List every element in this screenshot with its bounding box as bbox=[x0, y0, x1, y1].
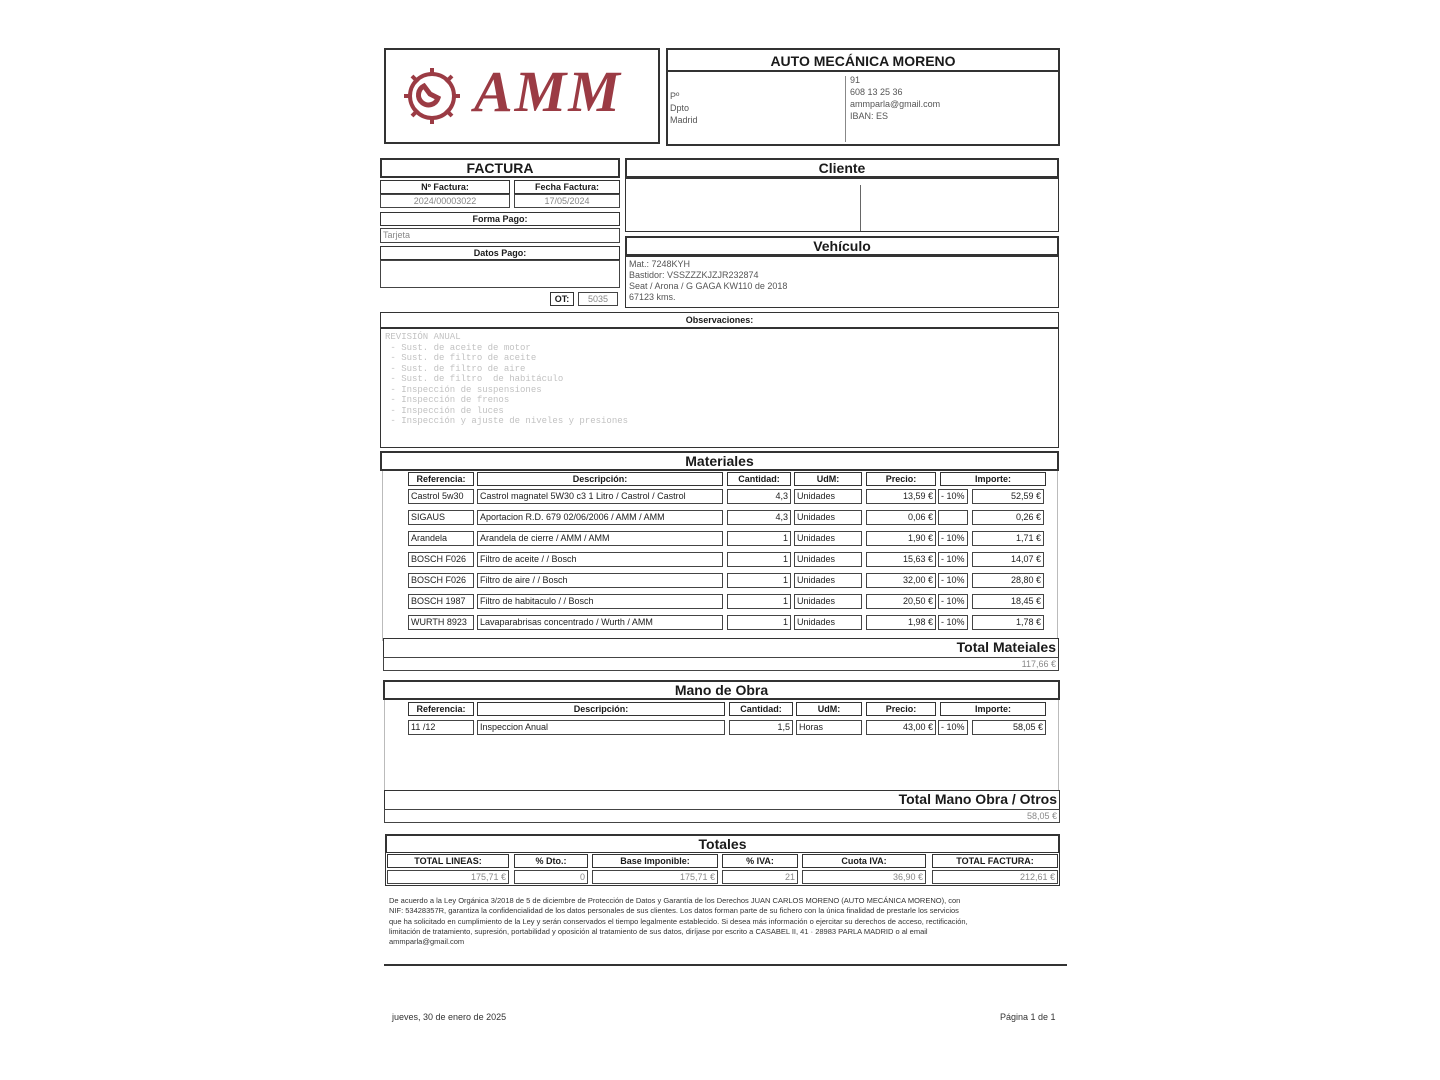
iban-line: IBAN: ES bbox=[850, 111, 889, 121]
labor-total-box bbox=[384, 790, 1060, 810]
material-discount: - 10% bbox=[938, 594, 968, 609]
material-ref: Arandela bbox=[408, 531, 474, 546]
invoice-total-value: 212,61 € bbox=[932, 870, 1058, 884]
material-amount: 0,26 € bbox=[972, 510, 1044, 525]
material-desc: Arandela de cierre / AMM / AMM bbox=[477, 531, 723, 546]
company-contact bbox=[850, 74, 1050, 122]
material-price: 20,50 € bbox=[866, 594, 936, 609]
material-qty: 1 bbox=[727, 552, 791, 567]
observation-line: - Sust. de filtro de habitáculo bbox=[385, 374, 564, 384]
gear-wrench-icon bbox=[396, 60, 468, 132]
labor-desc: Inspeccion Anual bbox=[477, 720, 725, 735]
material-amount: 1,78 € bbox=[972, 615, 1044, 630]
material-udm: Unidades bbox=[794, 552, 862, 567]
material-udm: Unidades bbox=[794, 510, 862, 525]
material-udm: Unidades bbox=[794, 573, 862, 588]
material-ref: BOSCH 1987 bbox=[408, 594, 474, 609]
payment-data-label: Datos Pago: bbox=[380, 246, 620, 260]
labor-header-qty: Cantidad: bbox=[729, 702, 793, 716]
material-qty: 4,3 bbox=[727, 510, 791, 525]
company-name: AUTO MECÁNICA MORENO bbox=[668, 50, 1058, 72]
material-amount: 1,71 € bbox=[972, 531, 1044, 546]
observation-line: - Sust. de filtro de aceite bbox=[385, 353, 537, 363]
company-address bbox=[670, 76, 846, 142]
material-desc: Aportacion R.D. 679 02/06/2006 / AMM / AMM bbox=[477, 510, 723, 525]
material-price: 32,00 € bbox=[866, 573, 936, 588]
material-ref: Castrol 5w30 bbox=[408, 489, 474, 504]
logo-text: AMM bbox=[474, 59, 622, 124]
client-box bbox=[625, 178, 1059, 232]
legal-line: limitación de tratamiento, supresión, portabilidad y oposición al tratamiento de sus datos, diríjase por escrito a CASABEL II, 41 · 28983 PARLA MADRID o al email bbox=[389, 926, 928, 936]
material-desc: Filtro de aceite / / Bosch bbox=[477, 552, 723, 567]
material-desc: Lavaparabrisas concentrado / Wurth / AMM bbox=[477, 615, 723, 630]
labor-header-desc: Descripción: bbox=[477, 702, 725, 716]
material-discount: - 10% bbox=[938, 489, 968, 504]
labor-udm: Horas bbox=[796, 720, 862, 735]
totals-header-invoice-total: TOTAL FACTURA: bbox=[932, 854, 1058, 868]
material-desc: Filtro de aire / / Bosch bbox=[477, 573, 723, 588]
legal-line: que ha solicitado en cumplimiento de la Ley y serán conservados el tiempo legalmente establecido. Si desea más información o ejercitar su derechos de acceso, rectificación, bbox=[389, 916, 968, 926]
material-desc: Filtro de habitaculo / / Bosch bbox=[477, 594, 723, 609]
material-ref: BOSCH F026 bbox=[408, 573, 474, 588]
materials-header-desc: Descripción: bbox=[477, 472, 723, 486]
material-amount: 14,07 € bbox=[972, 552, 1044, 567]
material-qty: 4,3 bbox=[727, 489, 791, 504]
material-ref: SIGAUS bbox=[408, 510, 474, 525]
materials-header-ref: Referencia: bbox=[408, 472, 474, 486]
material-qty: 1 bbox=[727, 615, 791, 630]
invoice-date-label: Fecha Factura: bbox=[514, 180, 620, 194]
vehicle-title: Vehículo bbox=[625, 236, 1059, 256]
vehicle-box bbox=[625, 256, 1059, 308]
material-udm: Unidades bbox=[794, 594, 862, 609]
vehicle-plate: Mat.: 7248KYH bbox=[629, 259, 691, 269]
totals-header-discount: % Dto.: bbox=[514, 854, 588, 868]
material-udm: Unidades bbox=[794, 489, 862, 504]
mobile-line: 608 13 25 36 bbox=[850, 87, 903, 97]
labor-discount: - 10% bbox=[938, 720, 968, 735]
vehicle-model: Seat / Arona / G GAGA KW110 de 2018 bbox=[629, 281, 788, 291]
invoice-number: 2024/00003022 bbox=[380, 194, 510, 208]
materials-header-udm: UdM: bbox=[794, 472, 862, 486]
material-ref: BOSCH F026 bbox=[408, 552, 474, 567]
footer-page: Página 1 de 1 bbox=[1000, 1012, 1056, 1022]
observation-line: - Sust. de aceite de motor bbox=[385, 342, 531, 353]
material-amount: 52,59 € bbox=[972, 489, 1044, 504]
material-discount: - 10% bbox=[938, 573, 968, 588]
observation-line: - Inspección y ajuste de niveles y presiones bbox=[385, 416, 629, 426]
materials-title: Materiales bbox=[380, 451, 1059, 471]
totals-header-lines: TOTAL LINEAS: bbox=[387, 854, 509, 868]
material-discount: - 10% bbox=[938, 552, 968, 567]
address-line: Pº bbox=[670, 91, 680, 101]
labor-ref: 11 /12 bbox=[408, 720, 474, 735]
client-title: Cliente bbox=[625, 158, 1059, 178]
materials-header-qty: Cantidad: bbox=[727, 472, 791, 486]
labor-qty: 1,5 bbox=[729, 720, 793, 735]
invoice-date: 17/05/2024 bbox=[514, 194, 620, 208]
invoice-number-label: Nº Factura: bbox=[380, 180, 510, 194]
material-ref: WURTH 8923 bbox=[408, 615, 474, 630]
material-price: 1,90 € bbox=[866, 531, 936, 546]
material-qty: 1 bbox=[727, 594, 791, 609]
vehicle-km: 67123 kms. bbox=[629, 292, 676, 302]
address-line: Madrid bbox=[670, 115, 698, 125]
labor-header-ref: Referencia: bbox=[408, 702, 474, 716]
labor-total-label: Total Mano Obra / Otros bbox=[898, 791, 1057, 807]
materials-total-value: 117,66 € bbox=[383, 657, 1059, 671]
address-line: Dpto bbox=[670, 103, 690, 113]
legal-line: NIF: 53428357R, garantiza la confidencialidad de los datos personales de sus clientes. Los datos forman parte de su fichero con la única finalidad de prestarle los servicios bbox=[389, 906, 959, 916]
client-divider bbox=[860, 185, 861, 231]
materials-header-price: Precio: bbox=[866, 472, 936, 486]
material-discount: - 10% bbox=[938, 531, 968, 546]
vehicle-vin: Bastidor: VSSZZZKJZJR232874 bbox=[629, 270, 759, 280]
labor-total-value: 58,05 € bbox=[384, 809, 1060, 823]
invoice-title: FACTURA bbox=[380, 158, 620, 178]
legal-notice bbox=[389, 896, 1059, 947]
observations-label: Observaciones: bbox=[380, 312, 1059, 328]
total-lines-value: 175,71 € bbox=[387, 870, 509, 884]
material-price: 0,06 € bbox=[866, 510, 936, 525]
observation-line: - Inspección de luces bbox=[385, 405, 504, 416]
legal-line: De acuerdo a la Ley Orgánica 3/2018 de 5 de diciembre de Protección de Datos y Garantía de los Derechos JUAN CARLOS MORENO (AUTO MECÁNICA MORENO), con bbox=[389, 896, 961, 905]
observation-line: - Inspección de suspensiones bbox=[385, 384, 542, 395]
payment-method-label: Forma Pago: bbox=[380, 212, 620, 226]
material-amount: 18,45 € bbox=[972, 594, 1044, 609]
materials-header-amount: Importe: bbox=[940, 472, 1046, 486]
material-price: 15,63 € bbox=[866, 552, 936, 567]
legal-line: ammparla@gmail.com bbox=[389, 937, 465, 947]
material-desc: Castrol magnatel 5W30 c3 1 Litro / Castrol / Castrol bbox=[477, 489, 723, 504]
logo-box bbox=[384, 48, 660, 144]
footer-date: jueves, 30 de enero de 2025 bbox=[392, 1012, 507, 1022]
footer-divider bbox=[384, 964, 1067, 966]
totals-header-base: Base Imponible: bbox=[592, 854, 718, 868]
totals-header-vat-rate: % IVA: bbox=[722, 854, 798, 868]
ot-value: 5035 bbox=[578, 292, 618, 306]
material-qty: 1 bbox=[727, 531, 791, 546]
materials-total-label: Total Mateiales bbox=[956, 639, 1056, 655]
material-price: 13,59 € bbox=[866, 489, 936, 504]
labor-price: 43,00 € bbox=[866, 720, 936, 735]
observation-line: - Sust. de filtro de aire bbox=[385, 363, 526, 374]
labor-header-price: Precio: bbox=[866, 702, 936, 716]
materials-total-box bbox=[383, 638, 1059, 658]
observations-box bbox=[380, 328, 1059, 448]
observation-line: - Inspección de frenos bbox=[385, 395, 510, 405]
material-amount: 28,80 € bbox=[972, 573, 1044, 588]
material-udm: Unidades bbox=[794, 615, 862, 630]
payment-method: Tarjeta bbox=[380, 228, 620, 243]
ot-label: OT: bbox=[550, 292, 574, 306]
labor-header-udm: UdM: bbox=[796, 702, 862, 716]
phone-line: 91 bbox=[850, 75, 861, 85]
vat-amount-value: 36,90 € bbox=[802, 870, 926, 884]
observation-line: REVISIÓN ANUAL bbox=[385, 332, 461, 342]
material-discount: - 10% bbox=[938, 615, 968, 630]
base-value: 175,71 € bbox=[592, 870, 718, 884]
vat-rate-value: 21 bbox=[722, 870, 798, 884]
material-discount bbox=[938, 510, 968, 525]
labor-title: Mano de Obra bbox=[383, 680, 1060, 700]
payment-data bbox=[380, 260, 620, 288]
material-qty: 1 bbox=[727, 573, 791, 588]
email-line: ammparla@gmail.com bbox=[850, 99, 941, 109]
labor-header-amount: Importe: bbox=[940, 702, 1046, 716]
totals-title: Totales bbox=[385, 834, 1060, 854]
material-price: 1,98 € bbox=[866, 615, 936, 630]
labor-amount: 58,05 € bbox=[972, 720, 1046, 735]
discount-value: 0 bbox=[514, 870, 588, 884]
material-udm: Unidades bbox=[794, 531, 862, 546]
totals-header-vat-amount: Cuota IVA: bbox=[802, 854, 926, 868]
company-info-box bbox=[666, 48, 1060, 146]
